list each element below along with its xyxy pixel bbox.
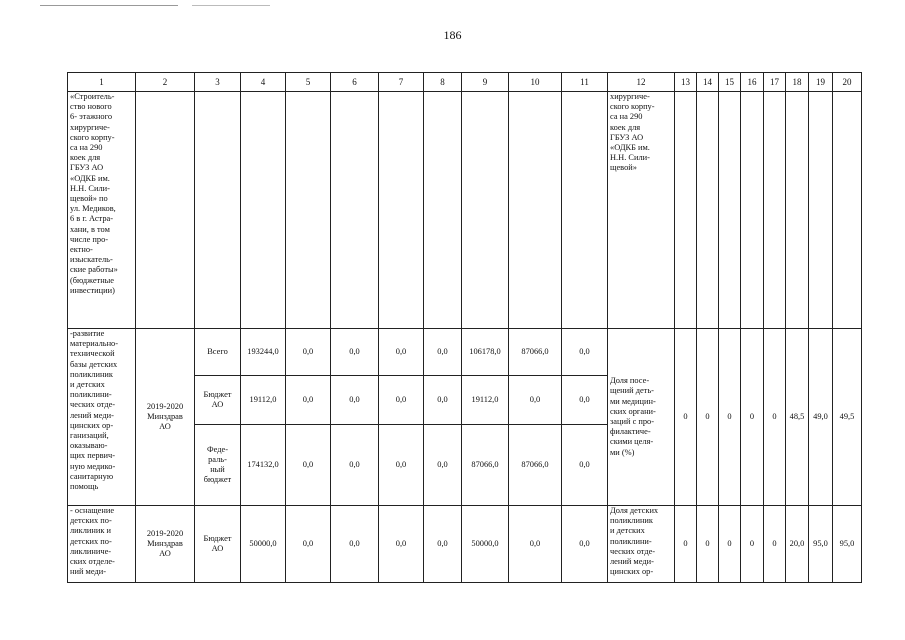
value-cell: 0,0 <box>562 425 608 506</box>
header-row <box>68 73 862 92</box>
header-cell: 7 <box>379 73 424 92</box>
scan-artifact-line <box>40 5 270 6</box>
indicator-value-cell: 20,0 <box>786 506 809 583</box>
indicator-value-cell: 95,0 <box>833 506 862 583</box>
indicator-value-cell: 95,0 <box>809 506 833 583</box>
indicator-name-cell: Доля детских поликлиник и детских поликлини- ческих отде- лений меди- цинских ор- <box>608 506 675 583</box>
header-cell: 9 <box>462 73 509 92</box>
value-cell: 0,0 <box>331 376 379 425</box>
header-cell: 15 <box>719 73 741 92</box>
indicator-value-cell: 0 <box>697 506 719 583</box>
table-row-construction <box>68 92 862 329</box>
header-cell: 20 <box>833 73 862 92</box>
header-cell: 13 <box>675 73 697 92</box>
value-cell: 87066,0 <box>462 425 509 506</box>
empty-cell <box>136 92 195 329</box>
indicator-value-cell: 0 <box>675 506 697 583</box>
funding-source-cell: Всего <box>195 329 241 376</box>
header-cell: 14 <box>697 73 719 92</box>
empty-cell <box>675 92 697 329</box>
empty-cell <box>764 92 786 329</box>
header-cell: 8 <box>424 73 462 92</box>
value-cell: 174132,0 <box>241 425 286 506</box>
indicator-value-cell: 0 <box>719 506 741 583</box>
value-cell: 0,0 <box>379 425 424 506</box>
activity-name-cell: -развитие материально- технической базы детских поликлиник и детских поликлини- ческих отде- лений меди- цинских ор- ганизаций, оказываю- щих первич- ную медико- санитарную помощь <box>68 329 136 506</box>
value-cell: 0,0 <box>424 506 462 583</box>
header-cell: 16 <box>741 73 764 92</box>
header-cell: 1 <box>68 73 136 92</box>
empty-cell <box>241 92 286 329</box>
value-cell: 0,0 <box>286 425 331 506</box>
indicator-value-cell: 0 <box>719 329 741 506</box>
value-cell: 0,0 <box>331 425 379 506</box>
value-cell: 0,0 <box>286 376 331 425</box>
header-cell: 2 <box>136 73 195 92</box>
value-cell: 87066,0 <box>509 329 562 376</box>
header-cell: 19 <box>809 73 833 92</box>
value-cell: 0,0 <box>509 376 562 425</box>
value-cell: 0,0 <box>424 329 462 376</box>
value-cell: 0,0 <box>379 376 424 425</box>
indicator-value-cell: 0 <box>675 329 697 506</box>
value-cell: 19112,0 <box>462 376 509 425</box>
header-cell: 6 <box>331 73 379 92</box>
value-cell: 0,0 <box>379 506 424 583</box>
header-cell: 4 <box>241 73 286 92</box>
value-cell: 0,0 <box>286 329 331 376</box>
value-cell: 0,0 <box>562 506 608 583</box>
indicator-value-cell: 0 <box>741 506 764 583</box>
indicator-value-cell: 49,0 <box>809 329 833 506</box>
header-cell: 12 <box>608 73 675 92</box>
header-cell: 18 <box>786 73 809 92</box>
value-cell: 0,0 <box>331 506 379 583</box>
period-executor-cell: 2019-2020 Минздрав АО <box>136 506 195 583</box>
funding-source-cell: Бюджет АО <box>195 506 241 583</box>
indicator-name-cell: Доля посе- щений деть- ми медицин- ских органи- заций с про- филактиче- скими целя- ми (%) <box>608 329 675 506</box>
value-cell: 106178,0 <box>462 329 509 376</box>
empty-cell <box>719 92 741 329</box>
value-cell: 0,0 <box>331 329 379 376</box>
value-cell: 0,0 <box>286 506 331 583</box>
table-row-development-total <box>68 329 862 376</box>
header-cell: 5 <box>286 73 331 92</box>
empty-cell <box>562 92 608 329</box>
empty-cell <box>286 92 331 329</box>
indicator-value-cell: 48,5 <box>786 329 809 506</box>
value-cell: 50000,0 <box>241 506 286 583</box>
empty-cell <box>195 92 241 329</box>
empty-cell <box>462 92 509 329</box>
period-executor-cell: 2019-2020 Минздрав АО <box>136 329 195 506</box>
indicator-name-cell: хирургиче- ского корпу- са на 290 коек для ГБУЗ АО «ОДКБ им. Н.Н. Сили- щевой» <box>608 92 675 329</box>
value-cell: 0,0 <box>424 425 462 506</box>
indicator-value-cell: 0 <box>764 329 786 506</box>
value-cell: 0,0 <box>424 376 462 425</box>
value-cell: 19112,0 <box>241 376 286 425</box>
value-cell: 0,0 <box>379 329 424 376</box>
indicator-value-cell: 0 <box>764 506 786 583</box>
funding-source-cell: Бюджет АО <box>195 376 241 425</box>
value-cell: 0,0 <box>562 329 608 376</box>
empty-cell <box>741 92 764 329</box>
header-cell: 11 <box>562 73 608 92</box>
empty-cell <box>786 92 809 329</box>
indicator-value-cell: 0 <box>741 329 764 506</box>
empty-cell <box>331 92 379 329</box>
empty-cell <box>509 92 562 329</box>
empty-cell <box>424 92 462 329</box>
page-number: 186 <box>443 28 462 42</box>
value-cell: 193244,0 <box>241 329 286 376</box>
empty-cell <box>809 92 833 329</box>
value-cell: 50000,0 <box>462 506 509 583</box>
empty-cell <box>379 92 424 329</box>
indicator-value-cell: 0 <box>697 329 719 506</box>
header-cell: 10 <box>509 73 562 92</box>
indicator-value-cell: 49,5 <box>833 329 862 506</box>
header-cell: 17 <box>764 73 786 92</box>
empty-cell <box>697 92 719 329</box>
funding-source-cell: Феде- раль- ный бюджет <box>195 425 241 506</box>
table-row-equipment <box>68 506 862 583</box>
activity-name-cell: «Строитель- ство нового 6- этажного хирургиче- ского корпу- са на 290 коек для ГБУЗ АО «ОДКБ им. Н.Н. Сили- щевой» по ул. Медиков, 6 в г. Астра- хани, в том числе про- ектно- изыскатель- ские работы» (бюджетные инвестиции) <box>68 92 136 329</box>
value-cell: 87066,0 <box>509 425 562 506</box>
value-cell: 0,0 <box>562 376 608 425</box>
activity-name-cell: - оснащение детских по- ликлиник и детских по- ликлиниче- ских отделе- ний меди- <box>68 506 136 583</box>
header-cell: 3 <box>195 73 241 92</box>
empty-cell <box>833 92 862 329</box>
budget-table <box>67 72 862 583</box>
value-cell: 0,0 <box>509 506 562 583</box>
